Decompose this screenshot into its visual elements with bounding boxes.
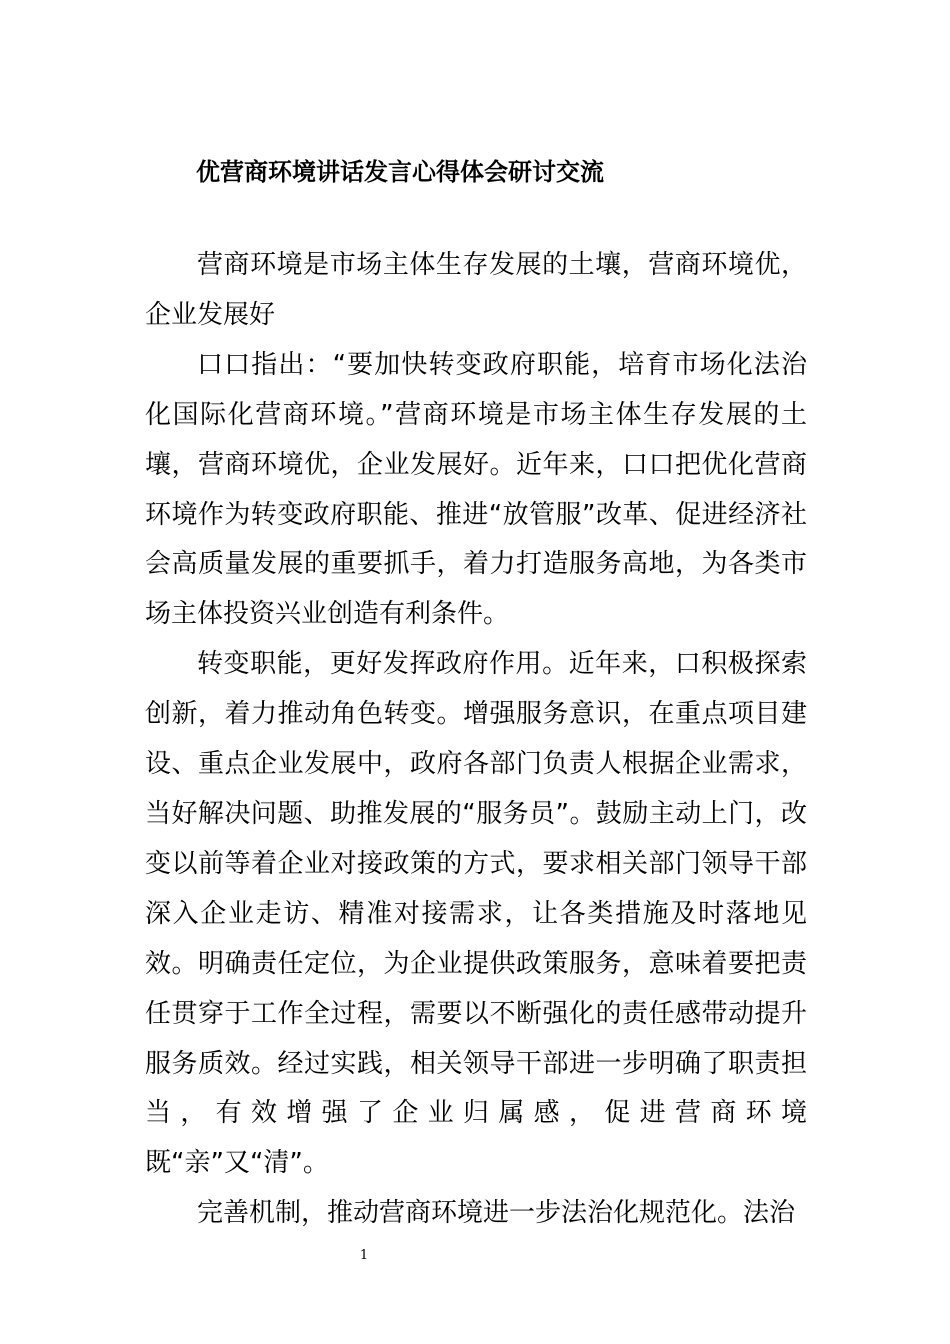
paragraph-1: 营商环境是市场主体生存发展的土壤，营商环境优，企业发展好	[145, 250, 807, 330]
paragraph-2: 口口指出：“要加快转变政府职能，培育市场化法治化国际化营商环境。”营商环境是市场主体生存发展的土壤，营商环境优，企业发展好。近年来，口口把优化营商环境作为转变政府职能、推进“放管服”改革、促进经济社会高质量发展的重要抓手，着力打造服务高地，为各类市场主体投资兴业创造有利条件。	[145, 349, 807, 630]
document-body	[145, 241, 807, 1239]
paragraph-3: 转变职能，更好发挥政府作用。近年来，口积极探索创新，着力推动角色转变。增强服务意识，在重点项目建设、重点企业发展中，政府各部门负责人根据企业需求，当好解决问题、助推发展的“服务员”。鼓励主动上门，改变以前等着企业对接政策的方式，要求相关部门领导干部深入企业走访、精准对接需求，让各类措施及时落地见效。明确责任定位，为企业提供政策服务，意味着要把责任贯穿于工作全过程，需要以不断强化的责任感带动提升服务质效。经过实践，相关领导干部进一步明确了职责担当，有效增强了企业归属感，促进营商环境既“亲”又“清”。	[145, 649, 807, 1179]
paragraph-4: 完善机制，推动营商环境进一步法治化规范化。法治	[197, 1198, 796, 1229]
page-number: 1	[359, 1248, 369, 1263]
document-title: 优营商环境讲话发言心得体会研讨交流	[196, 158, 604, 186]
